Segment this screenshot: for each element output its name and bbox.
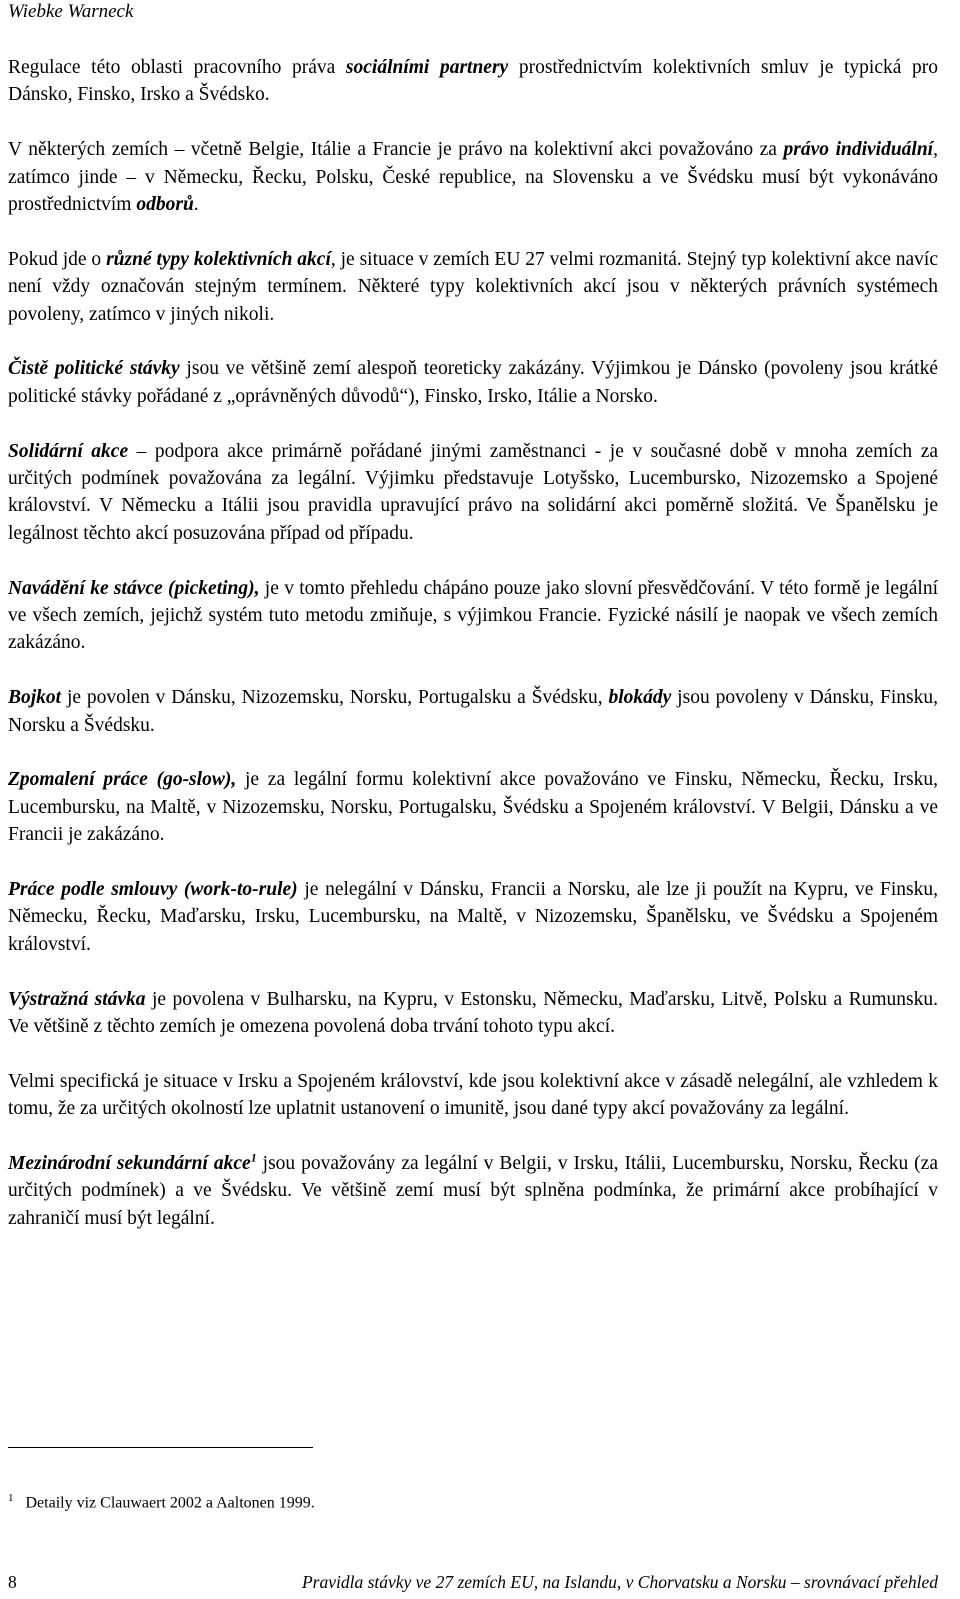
- text-run: jsou považovány za legální v Belgii, v Irsku, Itálii, Lucembursku, Norsku, Řecku (za určitých podmínek) a ve Švédsku. Ve většině zemí musí být splněna podmínka, že primární akce probíhající v zahraničí musí být legální.: [8, 1153, 938, 1229]
- paragraph-international-secondary: [8, 1150, 938, 1232]
- emphasis-term: Bojkot: [8, 687, 62, 709]
- text-run: Velmi specifická je situace v Irsku a Spojeném království, kde jsou kolektivní akce v zásadě nelegální, ale vzhledem k tomu, že za určitých okolností lze uplatnit ustanovení o imunitě, jsou dané typy akcí považovány za legální.: [8, 1070, 938, 1120]
- emphasis-term: Práce podle smlouvy (work-to-rule): [8, 879, 298, 901]
- paragraph-go-slow: [8, 766, 938, 848]
- text-run: , je situace v zemích EU 27 velmi rozmanitá. Stejný typ kolektivní akce navíc není vždy označován stejným termínem. Některé typy kolektivních akcí jsou v některých právních systémech povoleny, zatímco v jiných nikoli.: [8, 248, 938, 325]
- emphasis-term: Navádění ke stávce (picketing),: [8, 577, 260, 599]
- text-run: , zatímco jinde – v Německu, Řecku, Polsku, České republice, na Slovensku a ve Švédsku musí být vykonáváno prostřednictvím: [8, 139, 938, 216]
- paragraph-types-of-action: [8, 246, 938, 328]
- text-run: je v tomto přehledu chápáno pouze jako slovní přesvědčování. V této formě je legální ve všech zemích, jejichž systém tuto metodu zmiňuje, s výjimkou Francie. Fyzické násilí je naopak ve všech zemích zakázáno.: [8, 577, 938, 654]
- document-body: [8, 54, 938, 1260]
- paragraph-picketing: [8, 575, 938, 657]
- footnote-number: 1: [8, 1492, 14, 1504]
- text-run: .: [193, 194, 199, 216]
- footer-title: Pravidla stávky ve 27 zemích EU, na Islandu, v Chorvatsku a Norsku – srovnávací přehled: [301, 1572, 938, 1592]
- paragraph-individual-right: [8, 136, 938, 218]
- emphasis-term: Mezinárodní sekundární akce: [8, 1153, 251, 1175]
- text-run: je povolen v Dánsku, Nizozemsku, Norsku, Portugalsku a Švédsku,: [61, 687, 609, 709]
- text-run: prostřednictvím kolektivních smluv je typická pro Dánsko, Finsko, Irsko a Švédsko.: [8, 57, 938, 106]
- paragraph-work-to-rule: [8, 876, 938, 958]
- paragraph-social-partners: [8, 54, 938, 109]
- text-run: Regulace této oblasti pracovního práva: [8, 57, 346, 78]
- text-run: je nelegální v Dánsku, Francii a Norsku, ale lze ji použít na Kypru, ve Finsku, Německu, Řecku, Maďarsku, Irsku, Lucembursku, na Maltě, v Nizozemsku, Španělsku, ve Švédsku a Spojeném království.: [8, 879, 938, 955]
- paragraph-boycott: [8, 684, 938, 739]
- paragraph-political-strikes: [8, 355, 938, 410]
- footnote-text: Detaily viz Clauwaert 2002 a Aaltonen 1999.: [25, 1494, 315, 1512]
- text-run: Pokud jde o: [8, 248, 107, 270]
- text-run: jsou ve většině zemí alespoň teoreticky zakázány. Výjimkou je Dánsko (povoleny jsou krátké politické stávky pořádané z „oprávněných důvodů“), Finsko, Irsko, Itálie a Norsko.: [8, 358, 938, 407]
- emphasis-term: odborů: [136, 194, 194, 216]
- emphasis-term: Zpomalení práce (go-slow),: [8, 769, 237, 791]
- text-run: je za legální formu kolektivní akce považováno ve Finsku, Německu, Řecku, Irsku, Lucembursku, na Maltě, v Nizozemsku, Norsku, Portugalsku, Švédsku a Spojeném království. V Belgii, Dánsku a ve Francii je zakázáno.: [8, 769, 938, 846]
- paragraph-solidarity-action: [8, 438, 938, 548]
- emphasis-term: Solidární akce: [8, 440, 129, 462]
- text-run: V některých zemích – včetně Belgie, Itálie a Francie je právo na kolektivní akci považováno za: [8, 139, 784, 161]
- paragraph-ireland-uk: [8, 1068, 938, 1123]
- text-run: – podpora akce primárně pořádané jinými zaměstnanci - je v současné době v mnoha zemích za určitých podmínek považována za legální. Výjimku představuje Lotyšsko, Lucembursko, Nizozemsko a Spojené království. V Německu a Itálii jsou pravidla upravující právo na solidární akci poměrně složitá. Ve Španělsku je legálnost těchto akcí posuzována případ od případu.: [8, 440, 939, 544]
- emphasis-term: Čistě politické stávky: [8, 358, 180, 380]
- emphasis-term: Výstražná stávka: [8, 988, 146, 1010]
- footnote-reference[interactable]: 1: [250, 1150, 257, 1165]
- emphasis-term: sociálními partnery: [345, 57, 509, 78]
- text-run: jsou povoleny v Dánsku, Finsku, Norsku a Švédsku.: [8, 687, 938, 736]
- emphasis-term: blokády: [608, 687, 672, 709]
- footnote: [8, 1488, 315, 1513]
- emphasis-term: právo individuální: [783, 139, 934, 161]
- paragraph-warning-strike: [8, 986, 938, 1041]
- text-run: je povolena v Bulharsku, na Kypru, v Estonsku, Německu, Maďarsku, Litvě, Polsku a Rumunsku. Ve většině z těchto zemích je omezena povolená doba trvání tohoto typu akcí.: [8, 988, 938, 1038]
- page-number: 8: [8, 1572, 17, 1592]
- footnote-separator: [8, 1447, 313, 1448]
- emphasis-term: různé typy kolektivních akcí: [106, 248, 331, 270]
- running-header-author: Wiebke Warneck: [8, 1, 134, 22]
